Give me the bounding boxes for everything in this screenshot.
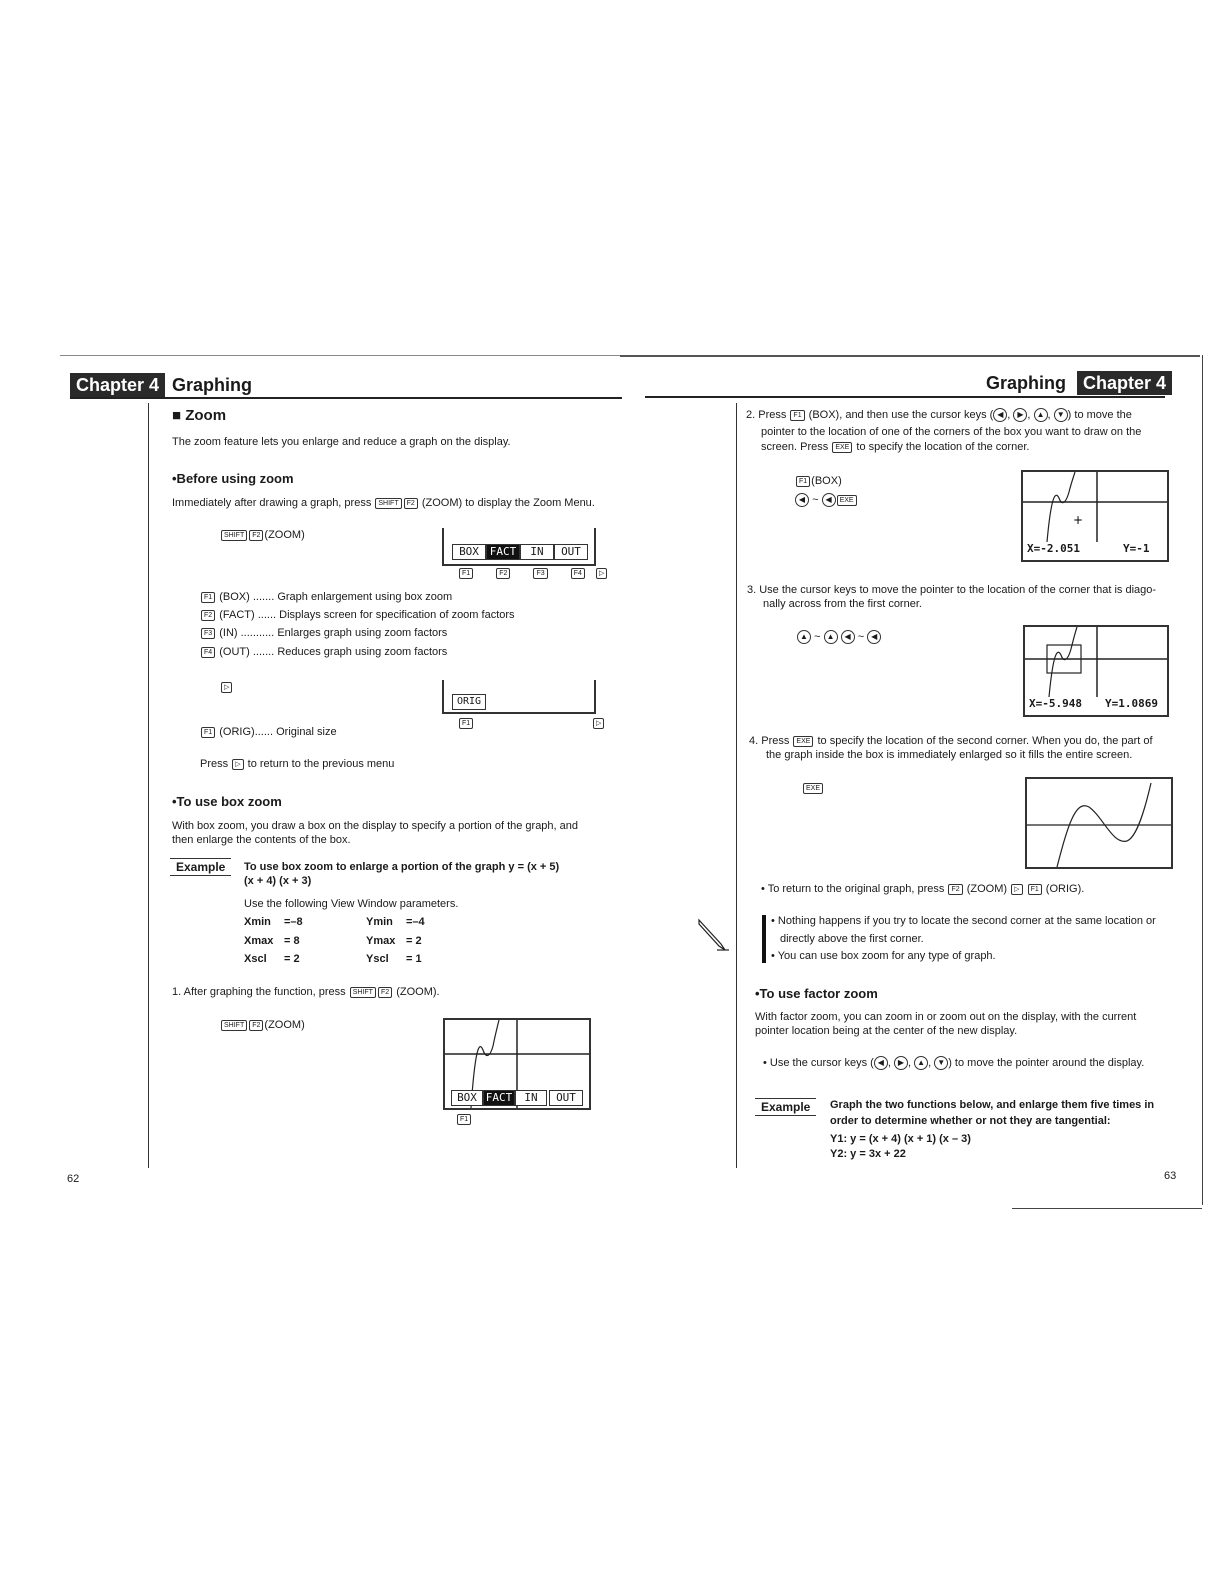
f4-key: F4 (571, 568, 585, 579)
box-zoom-text-2: then enlarge the contents of the box. (172, 834, 351, 846)
param-ymax-val: = 2 (406, 935, 422, 947)
graph-display-step4 (1025, 777, 1173, 869)
example-title-left-1: To use box zoom to enlarge a portion of the graph y = (x + 5) (244, 861, 560, 873)
menu-out: OUT (549, 1090, 583, 1106)
factor-heading: •To use factor zoom (755, 986, 878, 1001)
step1-keystroke: SHIFT F2 (ZOOM) (220, 1018, 305, 1032)
graph-display-step3 (1023, 625, 1169, 717)
up-arrow-key: ▲ (1034, 408, 1048, 422)
step4-line-1: 4. Press EXE to specify the location of the second corner. When you do, the part of (749, 735, 1153, 747)
chapter-badge-left: Chapter 4 (70, 373, 165, 397)
page-number-left: 62 (67, 1173, 80, 1185)
function-y2: Y2: y = 3x + 22 (830, 1148, 906, 1160)
param-yscl: Yscl (366, 953, 389, 965)
step1-f1: F1 (456, 1112, 472, 1126)
param-ymin: Ymin (366, 916, 393, 928)
menu-in: IN (515, 1090, 547, 1106)
param-xscl-val: = 2 (284, 953, 300, 965)
menu-fact: FACT (483, 1090, 515, 1106)
arrow-keystroke (220, 680, 233, 694)
step2-line-2: pointer to the location of one of the corners of the box you want to draw on the (761, 426, 1142, 438)
menu-fact: FACT (486, 544, 520, 560)
f3-key: F3 (533, 568, 547, 579)
header-rule-right (645, 396, 1165, 398)
param-xmin-val: =–8 (284, 916, 303, 928)
top-rule-right (620, 355, 1200, 357)
f2-key: F2 (249, 530, 263, 541)
example-title-right-2: order to determine whether or not they are tangential: (830, 1115, 1111, 1127)
param-xmax: Xmax (244, 935, 274, 947)
step2-keystroke-2: ◀ ~ ◀ EXE (795, 493, 858, 507)
graph-display-step2 (1021, 470, 1169, 562)
function-y1: Y1: y = (x + 4) (x + 1) (x – 3) (830, 1133, 971, 1145)
f2-key: F2 (404, 498, 418, 509)
chapter-title-right: Graphing (986, 373, 1066, 393)
return-note: • To return to the original graph, press F2 (ZOOM) ▷ F1 (ORIG). (761, 883, 1085, 895)
example-sub: Use the following View Window parameters. (244, 898, 459, 910)
arrow-key: ▷ (221, 682, 232, 693)
left-arrow-key: ◀ (993, 408, 1007, 422)
param-ymin-val: =–4 (406, 916, 425, 928)
example-label-right: Example (755, 1098, 816, 1116)
note-line-1: • Nothing happens if you try to locate the second corner at the same location or (771, 915, 1156, 927)
note-line-3: • You can use box zoom for any type of graph. (771, 950, 996, 962)
zoom-heading: ■ Zoom (172, 407, 227, 424)
box-zoom-heading: •To use box zoom (172, 794, 282, 809)
coord-x-1: X=-2.051 (1027, 542, 1080, 555)
param-xscl: Xscl (244, 953, 267, 965)
right-margin-rule (736, 403, 737, 1168)
note-bar (762, 915, 766, 963)
param-xmin: Xmin (244, 916, 271, 928)
press-return: Press ▷ to return to the previous menu (200, 758, 395, 770)
top-rule-left (60, 355, 620, 356)
shift-key: SHIFT (375, 498, 401, 509)
bottom-rule (1012, 1208, 1202, 1209)
def-orig: F1 (ORIG)...... Original size (200, 725, 337, 739)
coord-x-2: X=-5.948 (1029, 697, 1082, 710)
def-fact: F2 (FACT) ...... Displays screen for specification of zoom factors (200, 608, 515, 622)
orig-arrow: ▷ (592, 716, 605, 730)
example-title-right-1: Graph the two functions below, and enlarge them five times in (830, 1099, 1155, 1111)
example-label-left: Example (170, 858, 231, 876)
step2-line-3: screen. Press EXE to specify the location of the corner. (761, 441, 1030, 453)
shift-key: SHIFT (221, 530, 247, 541)
right-arrow-key: ▶ (1013, 408, 1027, 422)
coord-y-2: Y=1.0869 (1105, 697, 1158, 710)
f2-key: F2 (496, 568, 510, 579)
factor-text-2: pointer location being at the center of the new display. (755, 1025, 1018, 1037)
box-zoom-text-1: With box zoom, you draw a box on the display to specify a portion of the graph, and (172, 820, 579, 832)
param-xmax-val: = 8 (284, 935, 300, 947)
menu-out: OUT (554, 544, 588, 560)
param-yscl-val: = 1 (406, 953, 422, 965)
chapter-title-left: Graphing (172, 375, 252, 395)
step2-line-1: 2. Press F1 (BOX), and then use the cursor keys ( ◀ , ▶ , ▲ , ▼ ) to move the (746, 409, 1132, 421)
curve (1047, 472, 1075, 542)
step1-text: 1. After graphing the function, press SHIFT F2 (ZOOM). (172, 986, 440, 998)
step4-keystroke: EXE (802, 781, 824, 795)
coord-y-1: Y=-1 (1123, 542, 1150, 555)
before-text: Immediately after drawing a graph, press SHIFT F2 (ZOOM) to display the Zoom Menu. (172, 497, 595, 509)
curve (1049, 627, 1077, 697)
left-margin-rule (148, 403, 149, 1168)
before-heading: •Before using zoom (172, 471, 294, 486)
page-number-right: 63 (1164, 1170, 1177, 1182)
step3-keystroke: ▲ ~ ▲ ◀ ~ ◀ (797, 630, 881, 644)
zoom-intro: The zoom feature lets you enlarge and reduce a graph on the display. (172, 436, 511, 448)
pencil-icon (697, 918, 729, 952)
step3-line-2: nally across from the first corner. (763, 598, 922, 610)
graph-display-step1 (443, 1018, 591, 1110)
example-title-left-2: (x + 4) (x + 3) (244, 875, 312, 887)
note-line-2: directly above the first corner. (780, 933, 924, 945)
orig-fkey: F1 (458, 716, 474, 730)
step4-line-2: the graph inside the box is immediately enlarged so it fills the entire screen. (766, 749, 1133, 761)
spine-line (1202, 355, 1203, 1205)
def-box: F1 (BOX) ....... Graph enlargement using box zoom (200, 590, 452, 604)
menu-box: BOX (452, 544, 486, 560)
graph-plot (1027, 779, 1171, 867)
menu-orig: ORIG (452, 694, 486, 710)
down-arrow-key: ▼ (1054, 408, 1068, 422)
factor-text-1: With factor zoom, you can zoom in or zoom out on the display, with the current (755, 1011, 1137, 1023)
def-out: F4 (OUT) ....... Reduces graph using zoom factors (200, 645, 447, 659)
arrow-key: ▷ (596, 568, 607, 579)
orig-menu-display (442, 680, 596, 714)
zoom-keystroke: SHIFT F2 (ZOOM) (220, 528, 305, 542)
chapter-badge-right: Chapter 4 (1077, 371, 1172, 395)
step3-line-1: 3. Use the cursor keys to move the pointer to the location of the corner that is diago- (747, 584, 1157, 596)
header-rule-left (70, 397, 622, 399)
pointer-cross: + (1073, 513, 1084, 527)
fkey-row (458, 566, 608, 580)
step2-keystroke-1: F1 (BOX) (795, 474, 842, 488)
def-in: F3 (IN) ........... Enlarges graph using zoom factors (200, 626, 447, 640)
zoom-menu-display (442, 528, 596, 566)
menu-in: IN (520, 544, 554, 560)
factor-bullet: • Use the cursor keys ( ◀ , ▶ , ▲ , ▼ ) to move the pointer around the display. (763, 1057, 1145, 1069)
f1-key: F1 (459, 568, 473, 579)
param-ymax: Ymax (366, 935, 396, 947)
menu-box: BOX (451, 1090, 483, 1106)
